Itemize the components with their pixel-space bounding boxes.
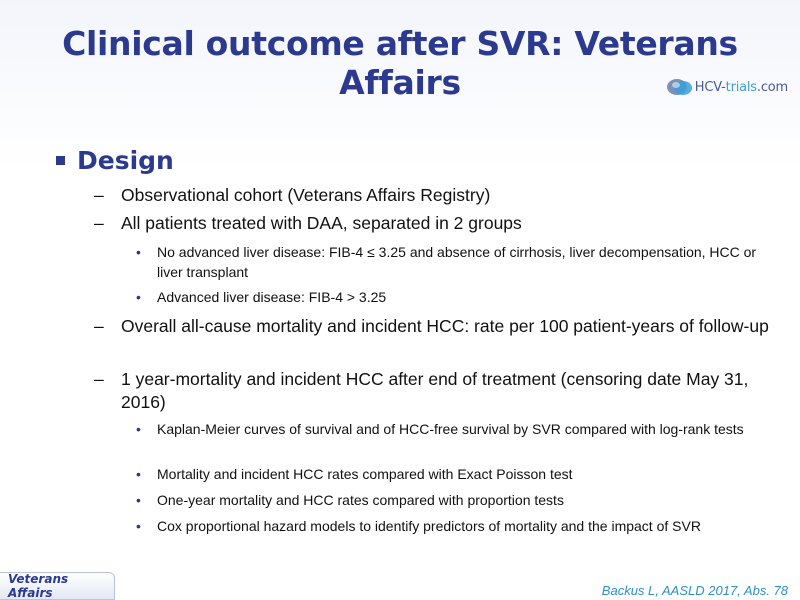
citation: Backus L, AASLD 2017, Abs. 78 <box>601 583 788 598</box>
section-heading-text: Design <box>77 146 174 175</box>
sub-list-item <box>136 287 766 307</box>
dot-bullet: • <box>136 244 141 260</box>
list-item <box>94 368 774 414</box>
dot-bullet: • <box>136 492 141 508</box>
footer-tab <box>0 572 115 600</box>
hcv-trials-logo <box>665 77 788 97</box>
slide-title: Clinical outcome after SVR: Veterans Affairs <box>62 24 738 102</box>
sub-list-item-text: Cox proportional hazard models to identify predictors of mortality and the impact of SVR <box>157 518 701 534</box>
dot-bullet: • <box>136 518 141 534</box>
sub-list-item <box>136 516 766 536</box>
square-bullet-icon <box>56 156 65 165</box>
list-item-text: 1 year-mortality and incident HCC after end of treatment (censoring date May 31, 2016) <box>121 369 749 412</box>
list-item <box>94 315 774 338</box>
dot-bullet: • <box>136 289 141 305</box>
sub-list-item <box>136 464 766 484</box>
dot-bullet: • <box>136 421 141 437</box>
list-item <box>94 212 774 235</box>
list-item <box>94 184 774 207</box>
liver-logo-icon <box>665 77 695 97</box>
dash-bullet: – <box>94 213 104 233</box>
dash-bullet: – <box>94 185 104 205</box>
dot-bullet: • <box>136 466 141 482</box>
footer-tab-label: Veterans Affairs <box>8 572 69 600</box>
sub-list-item-text: Mortality and incident HCC rates compared with Exact Poisson test <box>157 466 573 482</box>
sub-list-item-text: No advanced liver disease: FIB-4 ≤ 3.25 and absence of cirrhosis, liver decompensation, HCC or liver transplant <box>157 244 757 280</box>
logo-text: HCV-trials.com <box>694 79 788 95</box>
list-item-text: Overall all-cause mortality and incident HCC: rate per 100 patient-years of follow-up <box>121 316 769 336</box>
dash-bullet: – <box>94 369 104 389</box>
sub-list-item-text: Kaplan-Meier curves of survival and of HCC-free survival by SVR compared with log-rank tests <box>157 421 744 437</box>
sub-list-item-text: Advanced liver disease: FIB-4 > 3.25 <box>157 289 387 305</box>
list-item-text: All patients treated with DAA, separated in 2 groups <box>121 213 522 233</box>
list-item-text: Observational cohort (Veterans Affairs Registry) <box>121 185 491 205</box>
sub-list-item <box>136 490 766 510</box>
sub-list-item <box>136 242 766 282</box>
section-heading <box>56 146 174 175</box>
sub-list-item-text: One-year mortality and HCC rates compared with proportion tests <box>157 492 564 508</box>
sub-list-item <box>136 419 766 439</box>
dash-bullet: – <box>94 316 104 336</box>
